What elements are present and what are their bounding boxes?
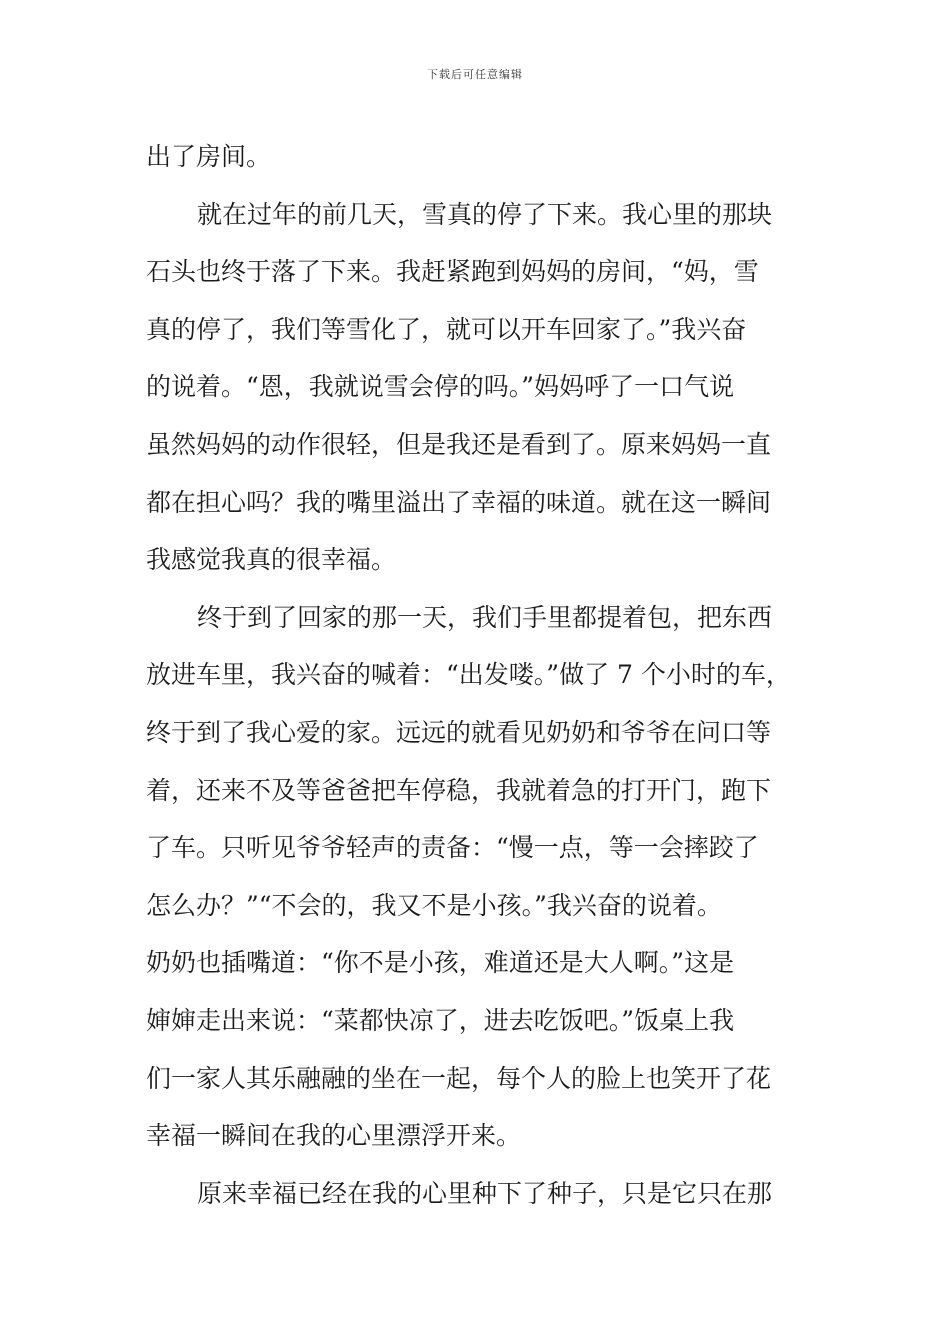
text-line: 终于到了我心爱的家。远远的就看见奶奶和爷爷在问口等: [146, 717, 772, 747]
text-line: 就在过年的前几天，雪真的停了下来。我心里的那块: [197, 199, 773, 229]
text-line: 的说着。“恩，我就说雪会停的吗。”妈妈呼了一口气说: [146, 372, 735, 402]
text-line: 着，还来不及等爸爸把车停稳，我就着急的打开门，跑下: [146, 775, 772, 805]
text-line: 我感觉我真的很幸福。: [146, 545, 397, 575]
text-line: 幸福一瞬间在我的心里漂浮开来。: [146, 1121, 522, 1151]
page-header: 下载后可任意编辑: [427, 68, 523, 81]
document-body: [146, 128, 806, 1222]
text-line: 出了房间。: [146, 142, 272, 171]
text-line: 婶婶走出来说：“菜都快凉了，进去吃饭吧。”饭桌上我: [146, 1005, 735, 1035]
text-line: 都在担心吗？我的嘴里溢出了幸福的味道。就在这一瞬间: [146, 487, 772, 517]
text-line: 终于到了回家的那一天，我们手里都提着包，把东西: [197, 602, 773, 632]
text-line: 真的停了，我们等雪化了，就可以开车回家了。”我兴奋: [146, 314, 747, 344]
text-line: 们一家人其乐融融的坐在一起，每个人的脸上也笑开了花: [146, 1063, 772, 1093]
text-line: 石头也终于落了下来。我赶紧跑到妈妈的房间，“妈，雪: [146, 257, 759, 287]
text-line: 原来幸福已经在我的心里种下了种子，只是它只在那: [197, 1178, 773, 1208]
text-line: 怎么办？”“不会的，我又不是小孩。”我兴奋的说着。: [146, 890, 722, 920]
text-line: 放进车里，我兴奋的喊着：“出发喽。”做了 7 个小时的车，: [146, 660, 791, 690]
text-line: 了车。只听见爷爷轻声的责备：“慢一点，等一会摔跤了: [146, 833, 759, 863]
text-line: 虽然妈妈的动作很轻，但是我还是看到了。原来妈妈一直: [146, 429, 772, 459]
text-line: 奶奶也插嘴道：“你不是小孩，难道还是大人啊。”这是: [146, 948, 735, 978]
